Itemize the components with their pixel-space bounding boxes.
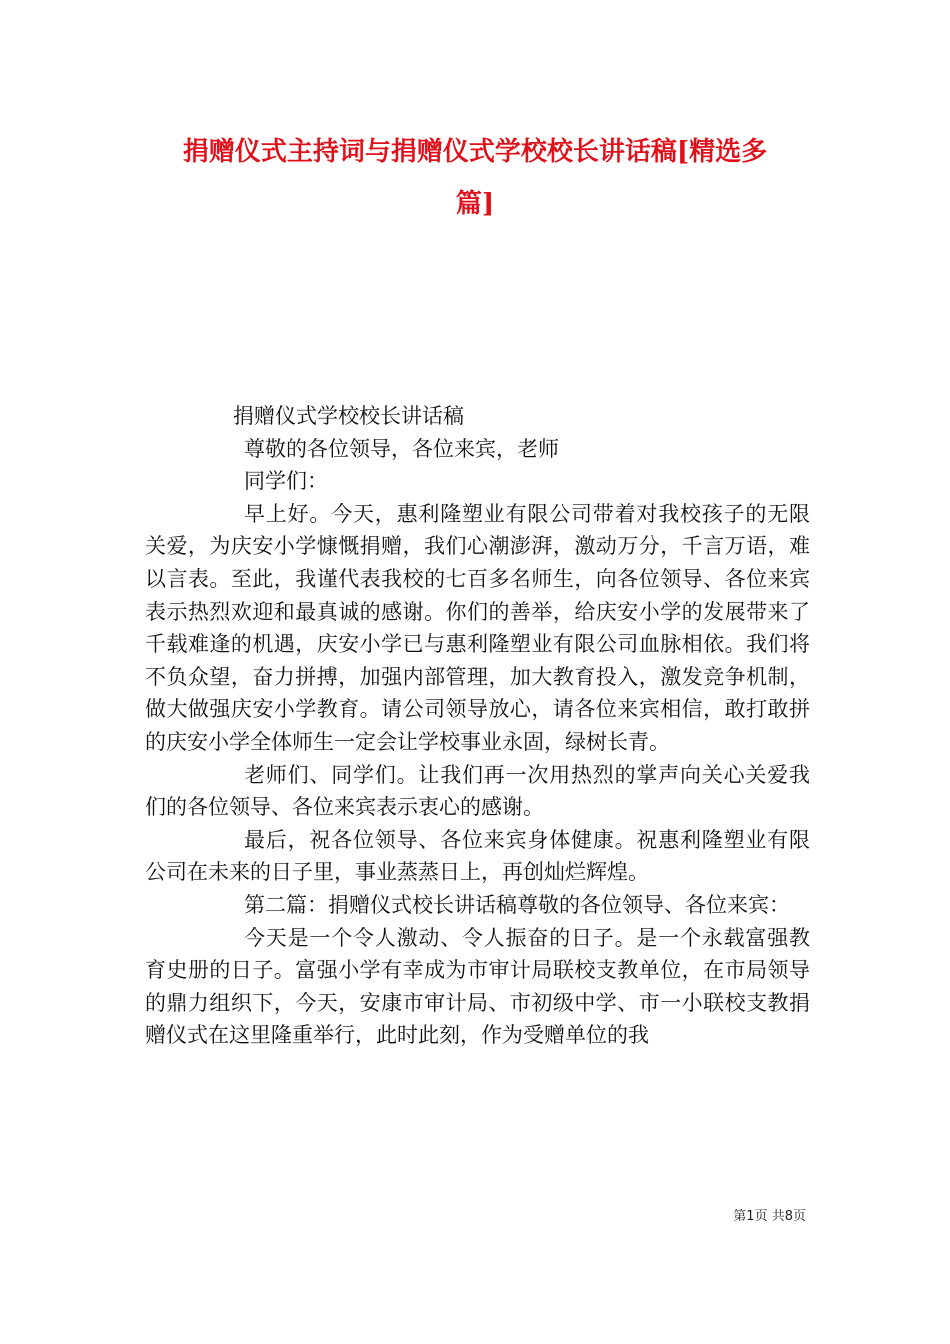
greeting-line-1: 尊敬的各位领导，各位来宾，老师 bbox=[244, 436, 559, 461]
body-paragraph: 早上好。今天，惠利隆塑业有限公司带着对我校孩子的无限关爱，为庆安小学慷慨捐赠，我们心潮澎湃，激动万分，千言万语，难以言表。至此，我谨代表我校的七百多名师生，向各位领导、各位来宾表示热烈欢迎和最真诚的感谢。你们的善举，给庆安小学的发展带来了千载难逢的机遇，庆安小学已与惠利隆塑业有限公司血脉相依。我们将不负众望，奋力拼搏，加强内部管理，加大教育投入，激发竞争机制，做大做强庆安小学教育。请公司领导放心，请各位来宾相信，敢打敢拼的庆安小学全体师生一定会让学校事业永固，绿树长青。 bbox=[145, 501, 810, 754]
document-body bbox=[145, 400, 810, 1052]
second-section-heading: 第二篇：捐赠仪式校长讲话稿尊敬的各位领导、各位来宾： bbox=[244, 892, 790, 917]
footer-suffix: 页 bbox=[792, 1209, 806, 1224]
document-title-line-2: 篇] bbox=[455, 189, 495, 219]
footer-prefix: 第 bbox=[733, 1209, 747, 1224]
body-paragraph: 老师们、同学们。让我们再一次用热烈的掌声向关心关爱我们的各位领导、各位来宾表示衷心的感谢。 bbox=[145, 762, 810, 820]
section-title: 捐赠仪式学校校长讲话稿 bbox=[233, 404, 464, 428]
body-paragraph: 今天是一个令人激动、令人振奋的日子。是一个永载富强教育史册的日子。富强小学有幸成为市审计局联校支教单位，在市局领导的鼎力组织下，今天，安康市审计局、市初级中学、市一小联校支教捐赠仪式在这里隆重举行，此时此刻，作为受赠单位的我 bbox=[145, 925, 810, 1048]
body-paragraph: 最后，祝各位领导、各位来宾身体健康。祝惠利隆塑业有限公司在未来的日子里，事业蒸蒸日上，再创灿烂辉煌。 bbox=[145, 827, 810, 885]
document-title-line-1: 捐赠仪式主持词与捐赠仪式学校校长讲话稿[精选多 bbox=[182, 137, 768, 167]
page-number-footer bbox=[733, 1205, 806, 1224]
footer-total-pages: 8 bbox=[784, 1209, 793, 1224]
footer-current-page: 1 bbox=[746, 1209, 755, 1224]
greeting-line-2: 同学们： bbox=[244, 469, 328, 494]
footer-middle: 页 共 bbox=[754, 1209, 785, 1224]
